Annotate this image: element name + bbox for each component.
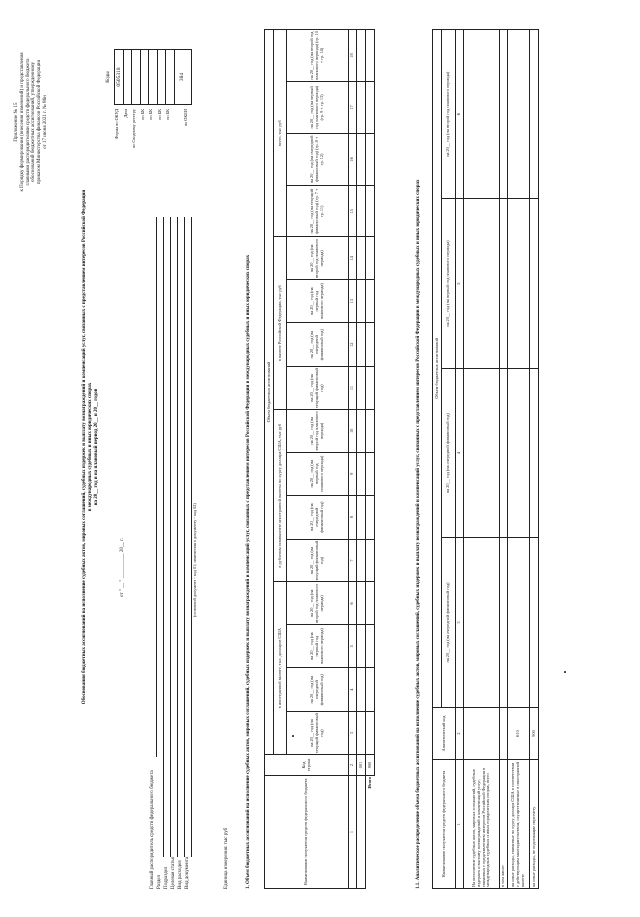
document-title: [82, 67, 99, 827]
s1-h-15: на 20__ год (на текущий финансовый год) (гр. 7 + гр. 11): [287, 186, 349, 237]
label-okei: по ОКЕИ: [182, 109, 188, 127]
s1-num: 17: [349, 82, 357, 134]
s1-h-7: на 20__ год (на текущий финансовый год): [287, 539, 349, 582]
s1-h-8: на 20__ год (на очередной финансовый год): [287, 495, 349, 539]
s1-group-usd: в иностранной валюте, тыс. долларов США: [274, 582, 287, 755]
code-date: [123, 50, 132, 105]
title-line-3: на 20__ год и на плановый период 20__ и 20__ годов: [93, 388, 99, 506]
field-expense-type: Вид расходов: [178, 860, 183, 889]
label-bk-1: по БК: [139, 109, 145, 120]
table-row: [357, 30, 366, 889]
s1-h-13: на 20__ год (на первый год планового периода): [287, 280, 349, 323]
code-registry: [132, 50, 141, 105]
s11-num: 3: [456, 538, 464, 707]
s11-num: 2: [456, 707, 464, 759]
s11-row-name: На исполнение судебных актов, мировых соглашений, судебных издержек и выплату вознаграждений и компенсаций услуг, связанных с представлением интересов Российской Федерации в международных судебных и иных юридических спорах, всего: [464, 760, 500, 889]
s1-h-6: на 20__ год (на второй год планового периода): [287, 582, 349, 625]
s1-num: 16: [349, 133, 357, 185]
s1-group-all: всего, тыс руб: [274, 30, 287, 238]
appendix-block: [14, 27, 49, 217]
label-registry: по Сводному реестру: [131, 109, 136, 149]
s1-col-code: Код строки: [265, 755, 349, 776]
code-bk-2: [149, 50, 158, 105]
appendix-line-2: главными распорядителями средств федерального бюджета: [25, 58, 31, 186]
s11-row-code: 900: [530, 707, 539, 759]
s1-num: 9: [349, 452, 357, 495]
s1-total-code: 900: [366, 755, 375, 776]
s1-h-11: на 20__ год (на текущий финансовый год): [287, 367, 349, 410]
s1-num: 1: [349, 776, 357, 889]
code-bk-3: [157, 50, 166, 105]
s1-h-14: на 20__ год (на второй год планового периода): [287, 237, 349, 280]
fields-block: [150, 739, 192, 889]
s1-num: 8: [349, 495, 357, 539]
code-okei: 384: [174, 50, 191, 105]
s1-num: 18: [349, 30, 357, 82]
s1-num: 13: [349, 280, 357, 323]
s1-num: 2: [349, 755, 357, 776]
s11-num: 6: [456, 30, 464, 199]
appendix-line-4: приказом Министерства финансов Российской Федерации: [37, 59, 42, 185]
table-row: [508, 30, 530, 889]
title-line-2: в международных судебных и иных юридических спорах: [87, 382, 93, 512]
s11-numbers-row: [456, 30, 464, 889]
s1-group-rub: в валюте Российской Федерации, тыс руб: [274, 237, 287, 410]
section11-table: [432, 29, 539, 889]
s1-total-label: Итого: [366, 777, 372, 789]
appendix-line-3: обоснований бюджетных ассигнований, утвержденному: [31, 62, 37, 182]
s1-h-4: на 20__ год (на очередной финансовый год): [287, 668, 349, 712]
label-bk-3: по БК: [156, 109, 162, 120]
s1-h-9: на 20__ год (на первый год планового периода): [287, 452, 349, 495]
s11-group: Объем бюджетных ассигнований: [433, 30, 442, 708]
label-okud: Форма по ОКУД: [114, 109, 119, 140]
doc-type-hint: (основной документ - код 01; изменения к документу - код 02): [192, 503, 197, 617]
s11-row-code: 610: [508, 707, 530, 759]
s1-num: 14: [349, 237, 357, 280]
appendix-number: Приложение № 15: [14, 102, 19, 142]
s1-num: 3: [349, 712, 357, 755]
code-bk-1: [140, 50, 149, 105]
codes-labels: [115, 109, 192, 197]
field-gr: Главный распорядитель средств федерального бюджета: [150, 770, 155, 889]
field-target: Целевая статья: [171, 857, 176, 889]
s1-col-name: Наименование получателя средств федерального бюджета: [265, 776, 349, 889]
s1-h-12: на 20__ год (на очередной финансовый год): [287, 323, 349, 367]
s1-h-16: на 20__ год (на очередной финансовый год) (гр. 8 + гр. 12): [287, 133, 349, 185]
label-bk-4: по БК: [165, 109, 170, 120]
s1-h-17: на 20__ год (на первый год планового периода) (гр. 9 + гр. 13): [287, 82, 349, 134]
s11-h-5: на 20__ год (на первый год планового периода): [442, 199, 456, 368]
s1-num: 15: [349, 186, 357, 237]
code-okud: 0505318: [115, 50, 124, 105]
codes-table: [114, 49, 192, 105]
appendix-line-5: от 17 июня 2021 г. № 86н: [42, 95, 48, 149]
s1-h-3: на 20__ год (на текущий финансовый год): [287, 712, 349, 755]
s1-row-code: 001: [357, 755, 366, 776]
title-line-1: Обоснования бюджетных ассигнований на исполнение судебных актов, мировых соглашений, судебных издержек и выплату вознаграждений и компенсаций услуг, связанных с представлением интересов Российской Федерации: [82, 189, 87, 705]
s1-num: 6: [349, 582, 357, 625]
field-doc-type: Вид документа: [185, 856, 190, 889]
field-section: Раздел: [157, 874, 162, 889]
s1-num: 5: [349, 625, 357, 668]
s1-num: 10: [349, 410, 357, 453]
s1-h-10: на 20__ год (на второй год планового периода): [287, 410, 349, 453]
s11-col-code: Аналитический код: [433, 707, 456, 759]
s11-col-name: Наименование получателя средств федерального бюджета: [433, 760, 456, 889]
s11-h-6: на 20__ год (на второй год планового периода): [442, 30, 456, 199]
s11-num: 4: [456, 368, 464, 537]
s1-h-18: на 20__ год (на второй год планового периода) (гр. 10 + гр. 14): [287, 30, 349, 82]
s11-h-3: на 20__ год (на очередной финансовый год): [442, 538, 456, 707]
s11-num: 1: [456, 760, 464, 889]
s11-row-name: на иные расходы, не подлежащие пересчету: [530, 760, 539, 889]
table-row: [464, 30, 500, 889]
s11-h-4: на 20__ год (на очередной финансовый год): [442, 368, 456, 537]
codes-header: Коды: [106, 71, 111, 83]
s1-group-total: Объем бюджетных ассигнований: [265, 30, 274, 755]
field-subsection: Подраздел: [164, 866, 169, 889]
label-bk-2: по БК: [148, 109, 153, 120]
section1-title: 1. Объем бюджетных ассигнований на исполнение судебных актов, мировых соглашений, судебных издержек и выплату вознаграждений и компенсаций услуг, связанных с представлением интересов Российской Федерации в международных судебных и иных юридических спорах: [246, 254, 251, 889]
s1-numbers-row: [349, 30, 357, 889]
code-bk-4: [166, 50, 175, 105]
label-date: Дата: [122, 109, 128, 118]
s1-group-rub-equiv: в рублевом эквиваленте иностранной валюты по курсу доллара США, тыс руб: [274, 410, 287, 583]
s1-num: 7: [349, 539, 357, 582]
s11-num: 5: [456, 199, 464, 368]
scan-speck: [564, 672, 566, 674]
date-line: от " __ " __________ 20__ г.: [120, 538, 125, 597]
scan-speck: [292, 736, 294, 738]
s1-h-5: на 20__ год (на первый год планового периода): [287, 625, 349, 668]
table-row: [500, 30, 508, 889]
s1-num: 11: [349, 367, 357, 410]
s11-row-code: [500, 707, 508, 759]
s1-num: 4: [349, 668, 357, 712]
s1-num: 12: [349, 323, 357, 367]
s1-total-row: [366, 30, 375, 889]
unit-label: Единица измерения: тыс руб: [224, 827, 229, 889]
s11-row-code: [464, 707, 500, 759]
s11-row-name: на иные расходы, связанные по курсу доллара США в соответствии с действующим законодательством, осуществляемые в иностранной валюте: [508, 760, 530, 889]
section11-title: 1.1. Аналитическое распределение объема бюджетных ассигнований на исполнение судебных актов, мировых соглашений, судебных издержек и выплату вознаграждений и компенсаций услуг, связанных с представлением интересов Российской Федерации в международных судебных и иных юридических спорах: [416, 179, 421, 889]
appendix-line-1: к Порядку формирования (внесения изменений) и представления: [19, 52, 25, 192]
s11-row-name: в том числе:: [500, 760, 508, 889]
table-row: [530, 30, 539, 889]
section1-table: [264, 29, 375, 889]
